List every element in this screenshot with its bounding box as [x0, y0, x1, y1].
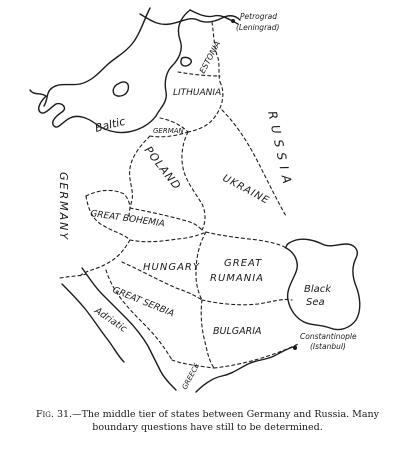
region-great-rumania-line1: GREAT [224, 258, 263, 269]
island-oesel [181, 57, 191, 66]
region-russia: RUSSIA [265, 109, 296, 191]
aegean-coastline [196, 346, 296, 392]
border-bohemia-germany [86, 190, 130, 208]
petrograd-marker-icon [231, 19, 235, 23]
border-poland-ukraine [182, 132, 205, 230]
adriatic-coastline [82, 268, 176, 390]
sea-adriatic: Adriatic [92, 305, 129, 335]
gulf-of-finland-coast [190, 10, 238, 24]
region-greece: GREECE [180, 362, 202, 391]
constantinople-label: Constantinople [300, 332, 357, 341]
region-bulgaria: BULGARIA [213, 326, 262, 337]
region-ukraine: UKRAINE [220, 172, 272, 207]
region-poland: POLAND [141, 143, 184, 193]
region-german: GERMAN [153, 127, 184, 135]
petrograd-label: Petrograd [240, 12, 277, 21]
region-lithuania: LITHUANIA [173, 88, 222, 98]
island-gotland [113, 82, 128, 96]
region-hungary: HUNGARY [143, 262, 200, 273]
sea-black-line2: Sea [306, 297, 325, 308]
caption-figure-number: Fig. 31. [35, 409, 73, 420]
border-rumania-bulgaria [202, 299, 292, 304]
region-germany: GERMANY [57, 172, 70, 242]
scandinavia-coastline [44, 8, 150, 106]
region-estonia: ESTONIA [197, 39, 223, 75]
caption-text-line1: —The middle tier of states between Germany and Russia. Many [72, 409, 380, 420]
finland-coastline [140, 14, 240, 24]
border-hungary-north [130, 232, 206, 242]
istanbul-label: (Istanbul) [310, 342, 346, 351]
region-great-bohemia: GREAT BOHEMIA [89, 209, 166, 230]
leningrad-label: (Leningrad) [236, 23, 280, 32]
sea-black-line1: Black [304, 284, 332, 295]
caption-text-line2: boundary questions have still to be determined. [92, 422, 323, 433]
sea-baltic: Baltic [93, 114, 127, 135]
region-great-serbia: GREAT SERBIA [110, 285, 176, 320]
constantinople-marker-icon [293, 346, 297, 350]
caption-line-1 [30, 408, 385, 421]
border-bulgaria-south [214, 344, 298, 368]
baltic-coastline [30, 10, 190, 133]
figure-caption [30, 408, 385, 434]
border-hungary-serbia [80, 240, 130, 276]
border-ukraine-rumania [206, 232, 286, 248]
region-great-rumania-line2: RUMANIA [210, 273, 265, 284]
border-estonia-lithuania [178, 72, 220, 76]
